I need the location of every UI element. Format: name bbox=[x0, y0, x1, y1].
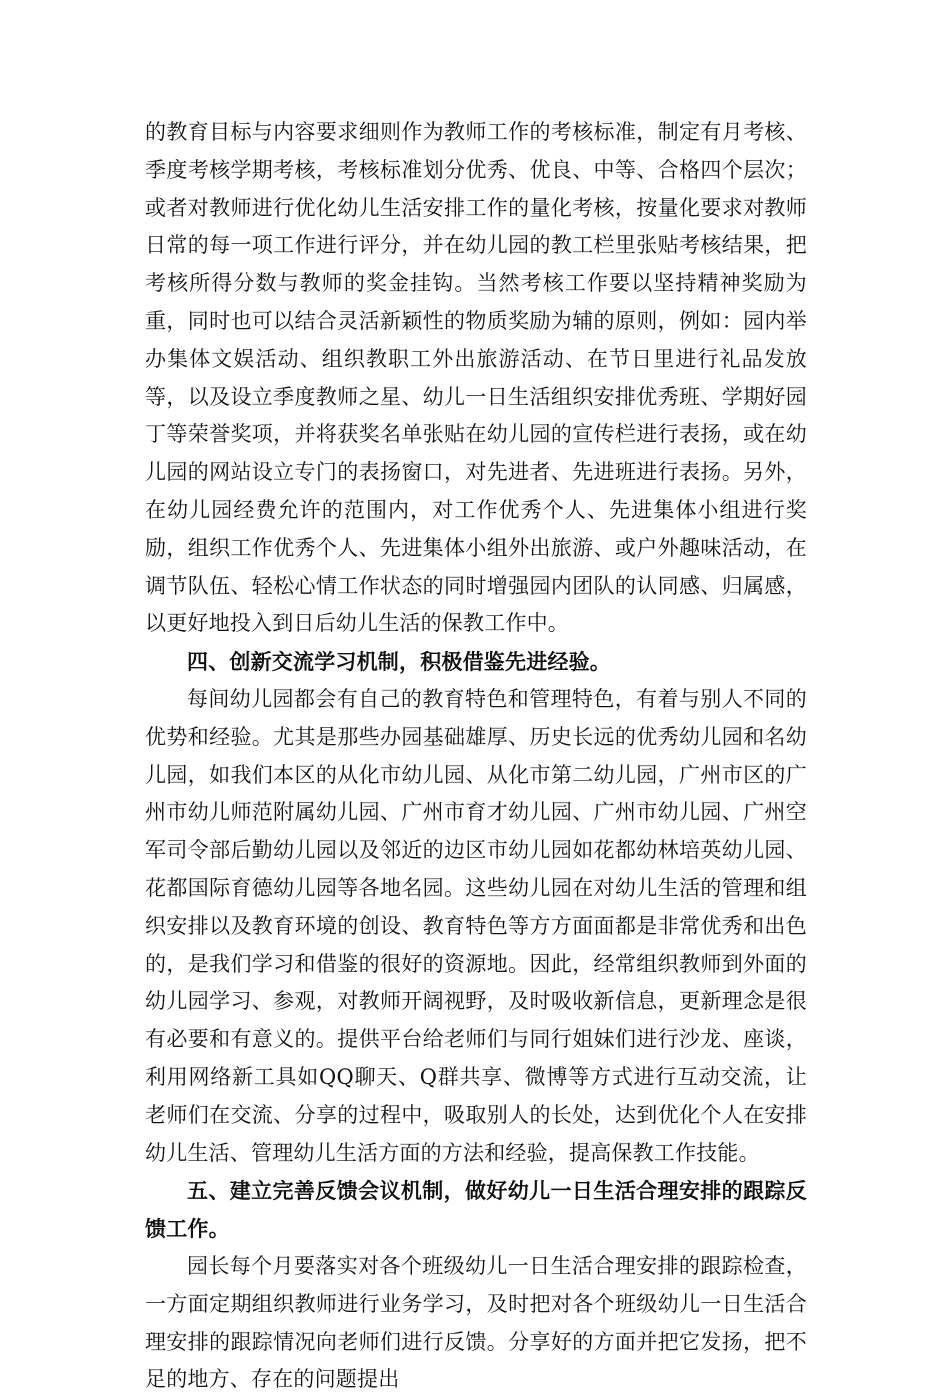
paragraph-exchange-learning: 每间幼儿园都会有自己的教育特色和管理特色，有着与别人不同的优势和经验。尤其是那些办园基础雄厚、历史长远的优秀幼儿园和名幼儿园，如我们本区的从化市幼儿园、从化市第二幼儿园，广州市区的广州市幼儿师范附属幼儿园、广州市育才幼儿园、广州市幼儿园、广州空军司令部后勤幼儿园以及邻近的边区市幼儿园如花都幼林培英幼儿园、花都国际育德幼儿园等各地名园。这些幼儿园在对幼儿生活的管理和组织安排以及教育环境的创设、教育特色等方方面面都是非常优秀和出色的，是我们学习和借鉴的很好的资源地。因此，经常组织教师到外面的幼儿园学习、参观，对教师开阔视野，及时吸收新信息，更新理念是很有必要和有意义的。提供平台给老师们与同行姐妹们进行沙龙、座谈，利用网络新工具如QQ聊天、Q群共享、微博等方式进行互动交流，让老师们在交流、分享的过程中，吸取别人的长处，达到优化个人在安排幼儿生活、管理幼儿生活方面的方法和经验，提高保教工作技能。 bbox=[145, 686, 807, 1165]
section-heading-five: 五、建立完善反馈会议机制，做好幼儿一日生活合理安排的跟踪反馈工作。 bbox=[145, 1178, 807, 1242]
paragraph-evaluation-continued: 的教育目标与内容要求细则作为教师工作的考核标准，制定有月考核、季度考核学期考核，考核标准划分优秀、优良、中等、合格四个层次；或者对教师进行优化幼儿生活安排工作的量化考核，按量化要求对教师日常的每一项工作进行评分，并在幼儿园的教工栏里张贴考核结果，把考核所得分数与教师的奖金挂钩。当然考核工作要以坚持精神奖励为重，同时也可以结合灵活新颖性的物质奖励为辅的原则，例如：园内举办集体文娱活动、组织教职工外出旅游活动、在节日里进行礼品发放等，以及设立季度教师之星、幼儿一日生活组织安排优秀班、学期好园丁等荣誉奖项，并将获奖名单张贴在幼儿园的宣传栏进行表扬，或在幼儿园的网站设立专门的表扬窗口，对先进者、先进班进行表扬。另外，在幼儿园经费允许的范围内，对工作优秀个人、先进集体小组进行奖励，组织工作优秀个人、先进集体小组外出旅游、或户外趣味活动，在调节队伍、轻松心情工作状态的同时增强园内团队的认同感、归属感，以更好地投入到日后幼儿生活的保教工作中。 bbox=[145, 120, 807, 636]
paragraph-feedback-meetings: 园长每个月要落实对各个班级幼儿一日生活合理安排的跟踪检查，一方面定期组织教师进行业务学习，及时把对各个班级幼儿一日生活合理安排的跟踪情况向老师们进行反馈。分享好的方面并把它发扬，把不足的地方、存在的问题提出 bbox=[145, 1253, 807, 1392]
section-heading-four: 四、创新交流学习机制，积极借鉴先进经验。 bbox=[187, 649, 611, 675]
document-body bbox=[145, 114, 807, 1399]
